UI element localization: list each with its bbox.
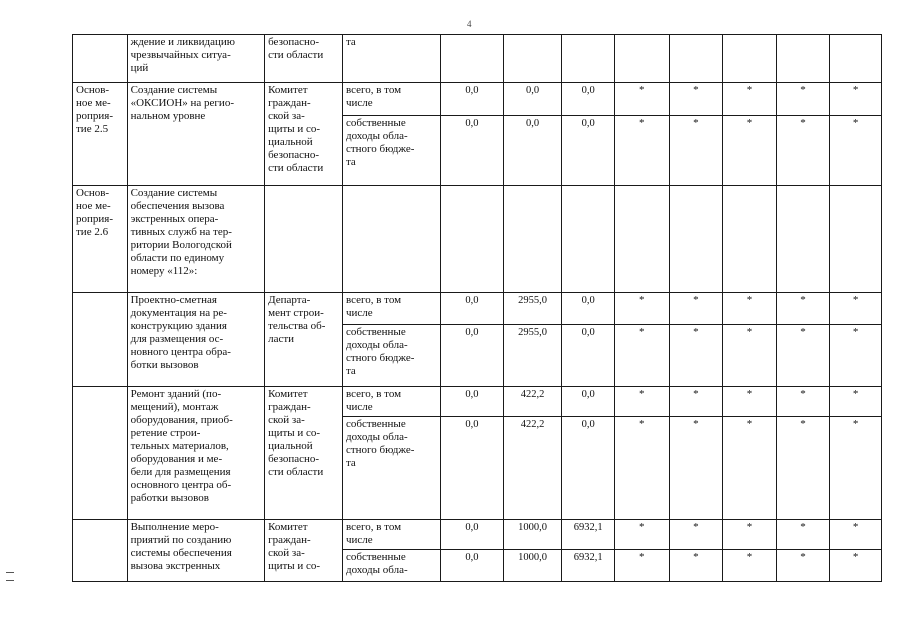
funding-source-cell <box>342 325 440 387</box>
event-name-cell <box>127 186 265 293</box>
marker-cell-text: * <box>746 294 753 306</box>
marker-cell <box>669 520 723 550</box>
event-name-cell <box>127 35 265 83</box>
value-cell <box>441 550 504 582</box>
value-cell-text: 0,0 <box>465 85 479 96</box>
value-cell <box>441 325 504 387</box>
funding-source-cell-text: собственные доходы обла- стного бюдже- та <box>345 418 415 469</box>
value-cell <box>441 116 504 186</box>
funding-source-cell <box>342 293 440 325</box>
marker-cell <box>830 83 882 116</box>
table-row <box>73 293 882 325</box>
marker-cell <box>614 83 669 116</box>
marker-cell <box>723 325 777 387</box>
marker-cell <box>776 293 830 325</box>
marker-cell <box>614 387 669 417</box>
marker-cell <box>723 83 777 116</box>
marker-cell-text: * <box>800 521 806 533</box>
value-cell <box>503 186 562 293</box>
marker-cell-text: * <box>800 326 806 338</box>
value-cell <box>562 83 615 116</box>
marker-cell <box>669 387 723 417</box>
marker-cell <box>776 387 830 417</box>
value-cell <box>503 35 562 83</box>
marker-cell-text: * <box>746 117 753 129</box>
value-cell <box>441 417 504 520</box>
marker-cell <box>723 35 777 83</box>
marker-cell <box>614 293 669 325</box>
marker-cell-text: * <box>639 388 645 400</box>
marker-cell <box>723 417 777 520</box>
event-name-cell <box>127 387 265 520</box>
value-cell <box>562 550 615 582</box>
marker-cell-text: * <box>800 388 806 400</box>
marker-cell-text: * <box>800 117 806 129</box>
marker-cell-text: * <box>852 551 859 563</box>
value-cell-text: 1000,0 <box>518 522 547 533</box>
funding-source-cell <box>342 186 440 293</box>
value-cell <box>562 387 615 417</box>
marker-cell-text: * <box>693 551 699 563</box>
value-cell <box>562 520 615 550</box>
value-cell-text: 0,0 <box>465 295 479 306</box>
value-cell <box>441 83 504 116</box>
marker-cell <box>723 293 777 325</box>
marker-cell <box>830 520 882 550</box>
executor-cell <box>265 35 343 83</box>
event-name-cell-text: Выполнение меро- приятий по созданию системы обеспечения вызова экстренных <box>130 521 232 572</box>
marker-cell <box>776 35 830 83</box>
value-cell-text: 0,0 <box>581 327 595 338</box>
marker-cell-text: * <box>852 418 859 430</box>
marker-cell-text: * <box>746 326 753 338</box>
table-row <box>73 186 882 293</box>
funding-source-cell-text: всего, в том числе <box>345 84 402 109</box>
executor-cell-text: безопасно- сти области <box>268 36 324 61</box>
marker-cell-text: * <box>639 117 645 129</box>
event-name-cell-text: Создание системы «ОКСИОН» на регио- нальном уровне <box>130 84 234 122</box>
marker-cell <box>669 83 723 116</box>
event-name-cell-text: ждение и ликвидацию чрезвычайных ситуа- ций <box>130 36 235 74</box>
value-cell <box>562 417 615 520</box>
value-cell <box>503 550 562 582</box>
marker-cell-text: * <box>800 84 806 96</box>
value-cell <box>503 387 562 417</box>
budget-table <box>72 34 882 582</box>
executor-cell-text: Комитет граждан- ской за- щиты и со- циальной безопасно- сти области <box>268 388 324 478</box>
marker-cell <box>723 520 777 550</box>
value-cell-text: 0,0 <box>581 295 595 306</box>
event-name-cell <box>127 520 265 582</box>
value-cell <box>562 325 615 387</box>
marker-cell-text: * <box>800 294 806 306</box>
event-name-cell-text: Создание системы обеспечения вызова экстренных опера- тивных служб на тер- ритории Вологодской области по единому номеру «112»: <box>130 187 232 277</box>
marker-cell <box>614 116 669 186</box>
marker-cell-text: * <box>693 521 699 533</box>
marker-cell <box>830 293 882 325</box>
marker-cell-text: * <box>852 84 859 96</box>
value-cell-text: 0,0 <box>581 389 595 400</box>
executor-cell <box>265 83 343 186</box>
funding-source-cell-text: всего, в том числе <box>345 521 402 546</box>
marker-cell <box>776 417 830 520</box>
funding-source-cell <box>342 417 440 520</box>
executor-cell <box>265 186 343 293</box>
funding-source-cell <box>342 520 440 550</box>
value-cell <box>503 293 562 325</box>
funding-source-cell-text: та <box>345 36 356 48</box>
funding-source-cell <box>342 550 440 582</box>
table-row <box>73 35 882 83</box>
value-cell <box>441 186 504 293</box>
value-cell-text: 6932,1 <box>573 522 603 533</box>
value-cell-text: 0,0 <box>465 552 479 563</box>
value-cell-text: 0,0 <box>465 522 479 533</box>
marker-cell <box>776 520 830 550</box>
value-cell <box>441 387 504 417</box>
marker-cell <box>614 186 669 293</box>
value-cell-text: 0,0 <box>581 118 595 129</box>
marker-cell-text: * <box>639 551 645 563</box>
value-cell-text: 422,2 <box>520 419 545 430</box>
marker-cell <box>830 35 882 83</box>
margin-mark <box>6 580 14 581</box>
marker-cell <box>776 550 830 582</box>
marker-cell-text: * <box>693 418 699 430</box>
marker-cell <box>830 417 882 520</box>
event-code-cell <box>73 35 128 83</box>
event-code-cell-text: Основ- ное ме- роприя- тие 2.6 <box>76 187 113 238</box>
marker-cell <box>830 325 882 387</box>
marker-cell <box>723 387 777 417</box>
value-cell-text: 6932,1 <box>573 552 603 563</box>
value-cell-text: 2955,0 <box>518 327 547 338</box>
executor-cell <box>265 293 343 387</box>
marker-cell-text: * <box>639 84 645 96</box>
marker-cell-text: * <box>693 388 699 400</box>
marker-cell <box>614 35 669 83</box>
marker-cell <box>669 550 723 582</box>
marker-cell <box>669 186 723 293</box>
marker-cell <box>723 186 777 293</box>
value-cell <box>503 116 562 186</box>
marker-cell-text: * <box>800 418 806 430</box>
marker-cell <box>830 186 882 293</box>
event-name-cell-text: Ремонт зданий (по- мещений), монтаж оборудования, приоб- ретение строи- тельных материалов, оборудования и ме- бели для размещения основного центра об- работки вызовов <box>130 388 233 504</box>
marker-cell-text: * <box>746 551 753 563</box>
event-code-cell-text: Основ- ное ме- роприя- тие 2.5 <box>76 84 113 135</box>
value-cell <box>503 520 562 550</box>
value-cell <box>503 83 562 116</box>
executor-cell <box>265 387 343 520</box>
marker-cell-text: * <box>639 521 645 533</box>
event-name-cell <box>127 83 265 186</box>
value-cell-text: 0,0 <box>465 118 479 129</box>
event-code-cell <box>73 293 128 387</box>
marker-cell <box>776 186 830 293</box>
marker-cell <box>776 83 830 116</box>
value-cell <box>562 35 615 83</box>
marker-cell-text: * <box>693 326 699 338</box>
margin-mark <box>6 572 14 573</box>
marker-cell <box>614 417 669 520</box>
value-cell <box>503 417 562 520</box>
marker-cell-text: * <box>852 117 859 129</box>
marker-cell <box>614 325 669 387</box>
marker-cell <box>830 387 882 417</box>
marker-cell-text: * <box>746 84 753 96</box>
value-cell-text: 0,0 <box>581 85 595 96</box>
funding-source-cell-text: всего, в том числе <box>345 388 402 413</box>
marker-cell-text: * <box>639 418 645 430</box>
value-cell-text: 1000,0 <box>518 552 547 563</box>
marker-cell-text: * <box>852 521 859 533</box>
marker-cell-text: * <box>852 294 859 306</box>
marker-cell-text: * <box>639 294 645 306</box>
executor-cell-text: Комитет граждан- ской за- щиты и со- циальной безопасно- сти области <box>268 84 324 174</box>
value-cell-text: 0,0 <box>525 85 540 96</box>
marker-cell-text: * <box>693 84 699 96</box>
table-row <box>73 520 882 550</box>
marker-cell-text: * <box>852 388 859 400</box>
value-cell-text: 0,0 <box>581 419 595 430</box>
marker-cell <box>669 293 723 325</box>
marker-cell <box>723 550 777 582</box>
marker-cell <box>723 116 777 186</box>
marker-cell <box>830 550 882 582</box>
marker-cell-text: * <box>639 326 645 338</box>
value-cell <box>441 35 504 83</box>
executor-cell <box>265 520 343 582</box>
marker-cell <box>669 325 723 387</box>
value-cell-text: 0,0 <box>465 327 479 338</box>
marker-cell <box>776 325 830 387</box>
executor-cell-text: Комитет граждан- ской за- щиты и со- <box>268 521 321 572</box>
value-cell <box>562 116 615 186</box>
value-cell-text: 0,0 <box>465 419 479 430</box>
marker-cell <box>669 417 723 520</box>
value-cell <box>562 186 615 293</box>
marker-cell <box>614 550 669 582</box>
value-cell <box>503 325 562 387</box>
table-row <box>73 387 882 417</box>
funding-source-cell-text: собственные доходы обла- стного бюдже- та <box>345 326 415 377</box>
marker-cell <box>614 520 669 550</box>
value-cell <box>562 293 615 325</box>
funding-source-cell <box>342 116 440 186</box>
marker-cell-text: * <box>800 551 806 563</box>
marker-cell-text: * <box>746 388 753 400</box>
marker-cell-text: * <box>693 117 699 129</box>
value-cell-text: 0,0 <box>465 389 479 400</box>
value-cell <box>441 520 504 550</box>
executor-cell-text: Департа- мент строи- тельства об- ласти <box>268 294 326 345</box>
value-cell-text: 2955,0 <box>518 295 547 306</box>
marker-cell-text: * <box>693 294 699 306</box>
marker-cell-text: * <box>746 418 753 430</box>
event-name-cell <box>127 293 265 387</box>
event-code-cell <box>73 186 128 293</box>
table-row <box>73 83 882 116</box>
marker-cell-text: * <box>746 521 753 533</box>
funding-source-cell-text: всего, в том числе <box>345 294 402 319</box>
page-number: 4 <box>467 19 472 29</box>
marker-cell <box>669 35 723 83</box>
event-code-cell <box>73 83 128 186</box>
value-cell-text: 0,0 <box>525 118 540 129</box>
event-code-cell <box>73 387 128 520</box>
value-cell-text: 422,2 <box>520 389 545 400</box>
funding-source-cell <box>342 387 440 417</box>
event-name-cell-text: Проектно-сметная документация на ре- конструкцию здания для размещения ос- новного центра обра- ботки вызовов <box>130 294 231 371</box>
marker-cell <box>830 116 882 186</box>
funding-source-cell-text: собственные доходы обла- <box>345 551 408 576</box>
event-code-cell <box>73 520 128 582</box>
funding-source-cell <box>342 35 440 83</box>
marker-cell <box>776 116 830 186</box>
funding-source-cell-text: собственные доходы обла- стного бюдже- та <box>345 117 415 168</box>
value-cell <box>441 293 504 325</box>
funding-source-cell <box>342 83 440 116</box>
marker-cell-text: * <box>852 326 859 338</box>
marker-cell <box>669 116 723 186</box>
